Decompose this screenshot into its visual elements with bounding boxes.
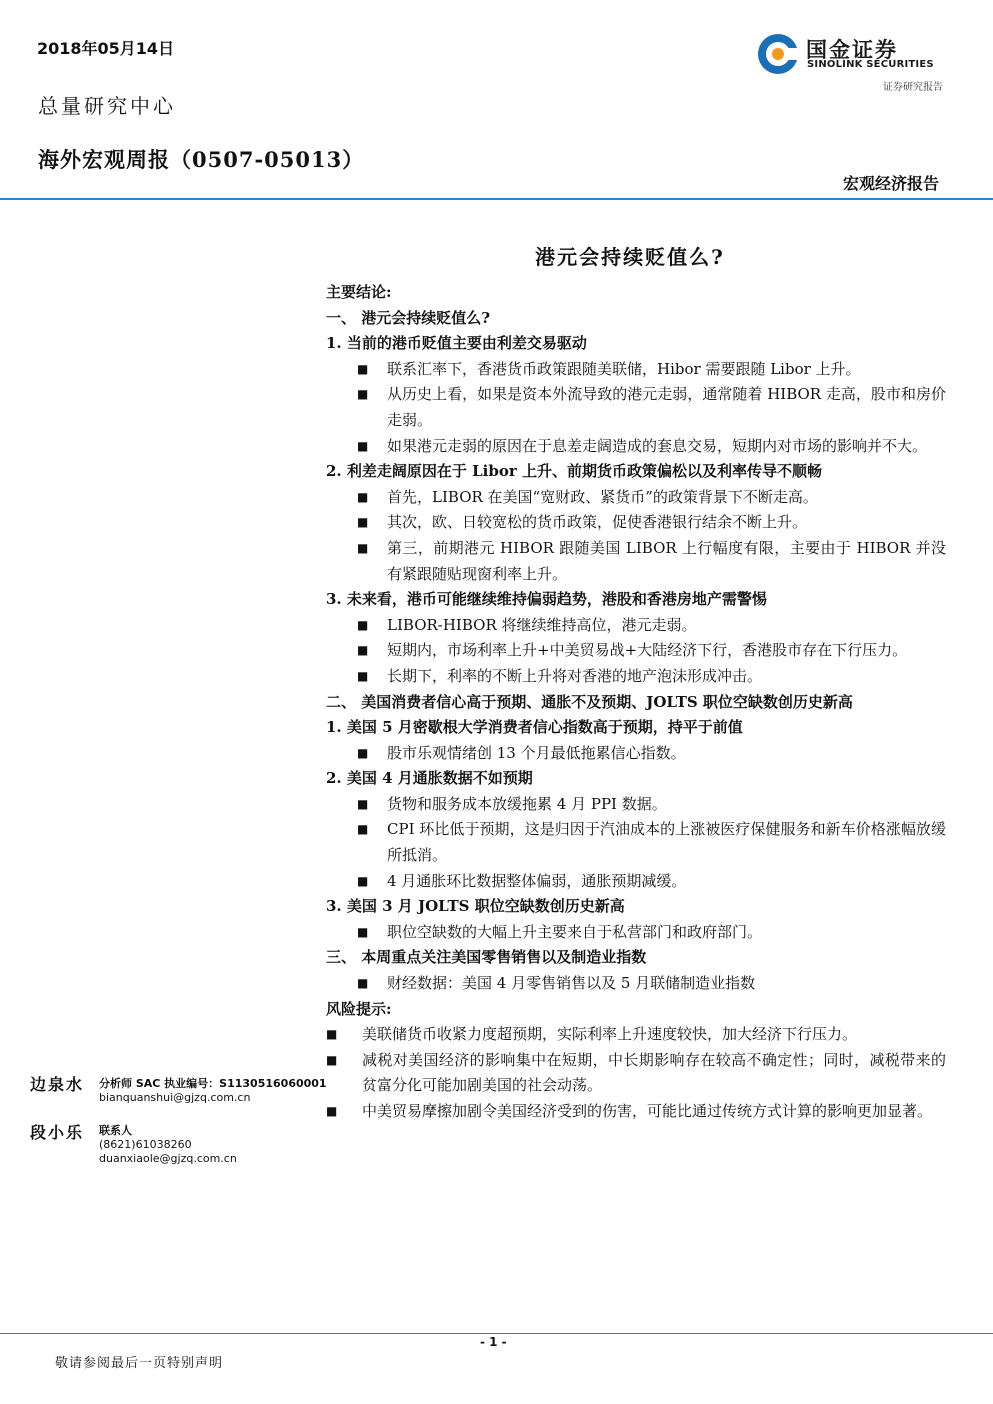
risk-item: ■ 美联储货币收紧力度超预期，实际利率上升速度较快，加大经济下行压力。 (326, 1022, 946, 1048)
author-info (99, 1124, 237, 1166)
logo-text-en: SINOLINK SECURITIES (807, 59, 934, 70)
header-divider (0, 198, 993, 200)
section-heading: 1. 美国 5 月密歇根大学消费者信心指数高于预期，持平于前值 (326, 718, 743, 737)
risk-item: ■ 中美贸易摩擦加剧令美国经济受到的伤害，可能比通过传统方式计算的影响更加显著。 (326, 1099, 946, 1125)
bullet-item: ■ 长期下，利率的不断上升将对香港的地产泡沫形成冲击。 (326, 664, 946, 690)
section-heading: 3. 未来看，港币可能继续维持偏弱趋势，港股和香港房地产需警惕 (326, 590, 767, 609)
risk-heading: 风险提示: (326, 999, 392, 1018)
author-name: 边泉水 (30, 1075, 85, 1094)
logo-text-cn: 国金证券 (806, 38, 898, 62)
bullet-item: ■ 财经数据：美国 4 月零售销售以及 5 月联储制造业指数 (326, 971, 946, 997)
section-heading: 主要结论: (326, 283, 392, 301)
author-phone: (8621)61038260 (99, 1138, 192, 1151)
summary-body (326, 280, 946, 1125)
bullet-item: ■ 职位空缺数的大幅上升主要来自于私营部门和政府部门。 (326, 920, 946, 946)
bullet-item: ■ 首先，LIBOR 在美国“宽财政、紧货币”的政策背景下不断走高。 (326, 485, 946, 511)
bullet-item: ■ 货物和服务成本放缓拖累 4 月 PPI 数据。 (326, 792, 946, 818)
section-heading: 一、 港元会持续贬值么? (326, 308, 491, 327)
bullet-item: ■ 联系汇率下，香港货币政策跟随美联储，Hibor 需要跟随 Libor 上升。 (326, 357, 946, 383)
bullet-item: ■ 第三，前期港元 HIBOR 跟随美国 LIBOR 上行幅度有限，主要由于 HIBOR 并没有紧跟随贴现窗利率上升。 (326, 536, 946, 587)
bullet-item: ■ CPI 环比低于预期，这是归因于汽油成本的上涨被医疗保健服务和新车价格涨幅放缓所抵消。 (326, 817, 946, 868)
bullet-item: ■ 如果港元走弱的原因在于息差走阔造成的套息交易，短期内对市场的影响并不大。 (326, 434, 946, 460)
section-heading: 2. 利差走阔原因在于 Libor 上升、前期货币政策偏松以及利率传导不顺畅 (326, 462, 822, 481)
research-center: 总量研究中心 (38, 94, 176, 118)
author-email[interactable]: duanxiaole@gjzq.com.cn (99, 1152, 237, 1165)
bullet-item: ■ 从历史上看，如果是资本外流导致的港元走弱，通常随着 HIBOR 走高，股市和房价走弱。 (326, 382, 946, 433)
author-name: 段小乐 (30, 1123, 85, 1142)
author-role: 联系人 (99, 1124, 132, 1137)
section-heading: 2. 美国 4 月通胀数据不如预期 (326, 769, 533, 788)
author-role: 分析师 SAC 执业编号：S1130516060001 (99, 1077, 327, 1090)
bullet-item: ■ 4 月通胀环比数据整体偏弱，通胀预期减缓。 (326, 869, 946, 895)
section-heading: 1. 当前的港币贬值主要由利差交易驱动 (326, 334, 587, 353)
footer-divider (0, 1333, 993, 1334)
bullet-item: ■ LIBOR-HIBOR 将继续维持高位，港元走弱。 (326, 613, 946, 639)
page-number: - 1 - (480, 1335, 507, 1349)
main-title: 港元会持续贬值么? (535, 245, 725, 269)
sub-report-label: 证券研究报告 (883, 82, 943, 93)
author-info (99, 1077, 327, 1105)
bullet-item: ■ 股市乐观情绪创 13 个月最低拖累信心指数。 (326, 741, 946, 767)
bullet-item: ■ 其次，欧、日较宽松的货币政策，促使香港银行结余不断上升。 (326, 510, 946, 536)
disclaimer-note: 敬请参阅最后一页特别声明 (55, 1356, 224, 1371)
report-date: 2018年05月14日 (37, 39, 175, 58)
section-heading: 3. 美国 3 月 JOLTS 职位空缺数创历史新高 (326, 897, 625, 916)
report-type: 宏观经济报告 (842, 174, 939, 193)
section-heading: 三、 本周重点关注美国零售销售以及制造业指数 (326, 948, 647, 967)
author-email[interactable]: bianquanshui@gjzq.com.cn (99, 1091, 251, 1104)
section-heading: 二、 美国消费者信心高于预期、通胀不及预期、JOLTS 职位空缺数创历史新高 (326, 692, 853, 711)
risk-item: ■ 减税对美国经济的影响集中在短期，中长期影响存在较高不确定性；同时，减税带来的贫富分化可能加剧美国的社会动荡。 (326, 1048, 946, 1099)
report-title: 海外宏观周报（0507-05013） (38, 147, 365, 172)
bullet-item: ■ 短期内，市场利率上升+中美贸易战+大陆经济下行，香港股市存在下行压力。 (326, 638, 946, 664)
